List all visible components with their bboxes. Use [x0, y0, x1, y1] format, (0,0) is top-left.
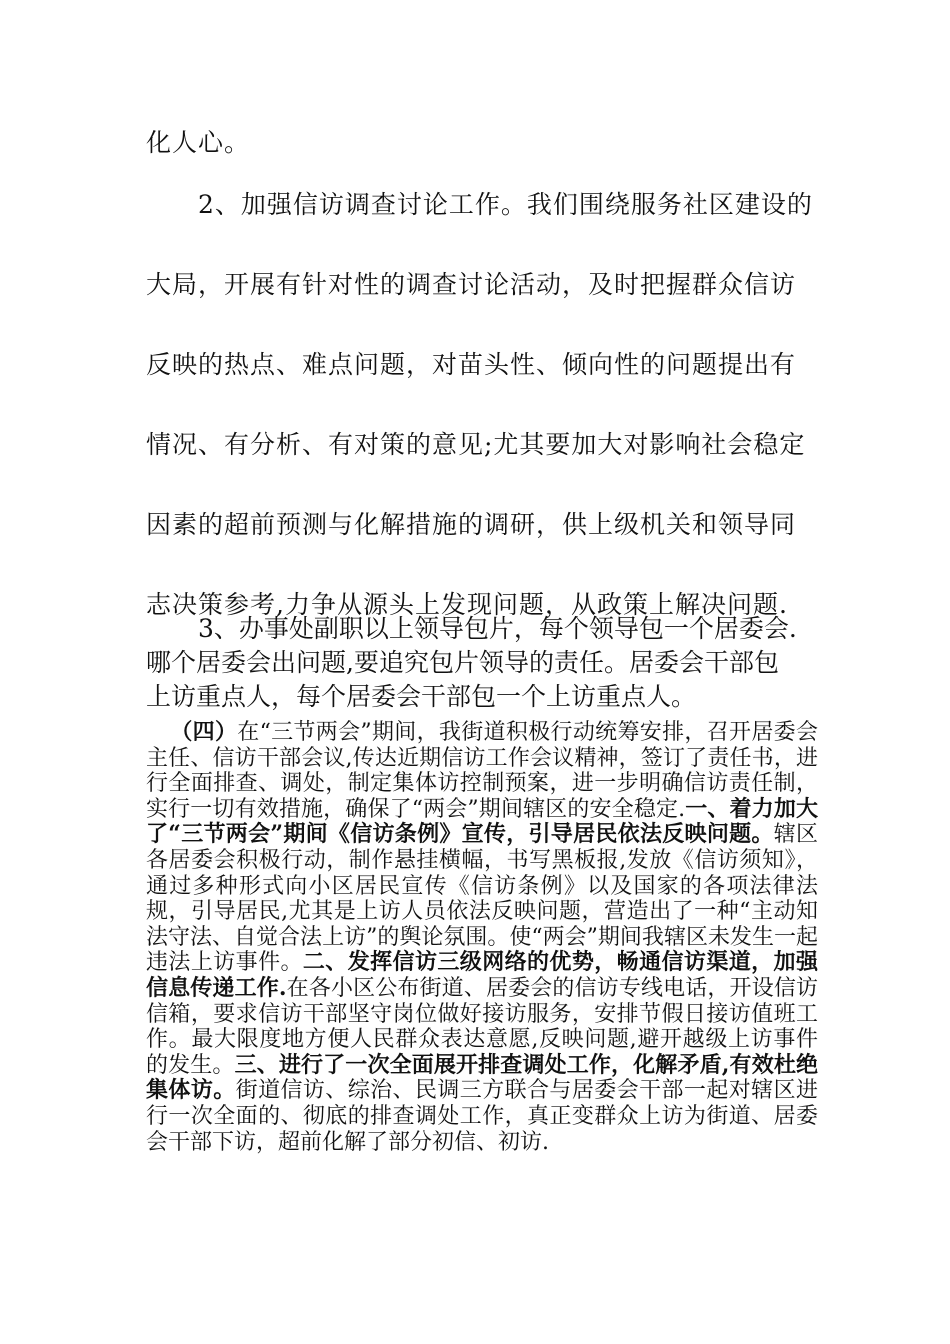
- text-line: 反映的热点、难点问题，对苗头性、倾向性的问题提出有: [146, 350, 797, 379]
- text-line: 2、加强信访调查讨论工作。我们围绕服务社区建设的: [198, 190, 813, 219]
- paragraph-two: 在各小区公布街道、居委会的信访专线电话，开设信访信箱，要求信访干部坚守岗位做好接访服务，安排节假日接访值班工作。最大限度地方便人民群众表达意愿,反映问题,避开越级上访事件的发生。: [146, 975, 818, 1078]
- text-line: 大局，开展有针对性的调查讨论活动，及时把握群众信访: [146, 270, 797, 299]
- text-line: 情况、有分析、有对策的意见;尤其要加大对影响社会稳定: [146, 430, 806, 459]
- text-line: 志决策参考,力争从源头上发现问题，从政策上解决问题.: [146, 590, 788, 619]
- text-line: 因素的超前预测与化解措施的调研，供上级机关和领导同: [146, 510, 797, 539]
- heading-one: 一、着力加大了“三节两会”期间《信访条例》宣传，引导居民依法反映问题。: [146, 795, 818, 848]
- text-line: 化人心。: [146, 128, 251, 157]
- heading-two: 二、发挥信访三级网络的优势，畅通信访渠道，加强信息传递工作.: [146, 949, 818, 1001]
- text-line: 哪个居委会出问题,要追究包片领导的责任。居委会干部包: [146, 648, 779, 677]
- text-line: 3、办事处副职以上领导包片，每个领导包一个居委会.: [198, 614, 797, 643]
- section-intro: 在“三节两会”期间，我街道积极行动统筹安排，召开居委会主任、信访干部会议,传达近期信访工作会议精神，签订了责任书，进行全面排查、调处，制定集体访控制预案，进一步明确信访责任制，实行一切有效措施，确保了“两会”期间辖区的安全稳定.: [146, 720, 818, 822]
- paragraph-three: 街道信访、综治、民调三方联合与居委会干部一起对辖区进行一次全面的、彻底的排查调处工作，真正变群众上访为街道、居委会干部下访，超前化解了部分初信、初访.: [146, 1078, 818, 1155]
- section-leadership: [146, 612, 810, 714]
- paragraph-one: 辖区各居委会积极行动，制作悬挂横幅，书写黑板报,发放《信访须知》，通过多种形式向小区居民宣传《信访条例》以及国家的各项法律法规，引导居民,尤其是上访人员依法反映问题，营造出了一种“主动知法守法、自觉合法上访”的舆论氛围。使“两会”期间我辖区未发生一起违法上访事件。: [146, 822, 818, 976]
- text-line: 上访重点人，每个居委会干部包一个上访重点人。: [146, 682, 697, 711]
- section-four-paragraph: [146, 720, 818, 1155]
- section-label: （四）: [170, 719, 238, 745]
- section-four: [146, 720, 818, 1155]
- section-investigation: [146, 128, 813, 620]
- heading-three: 三、进行了一次全面展开排查调处工作，化解矛盾,有效杜绝集体访。: [146, 1051, 818, 1104]
